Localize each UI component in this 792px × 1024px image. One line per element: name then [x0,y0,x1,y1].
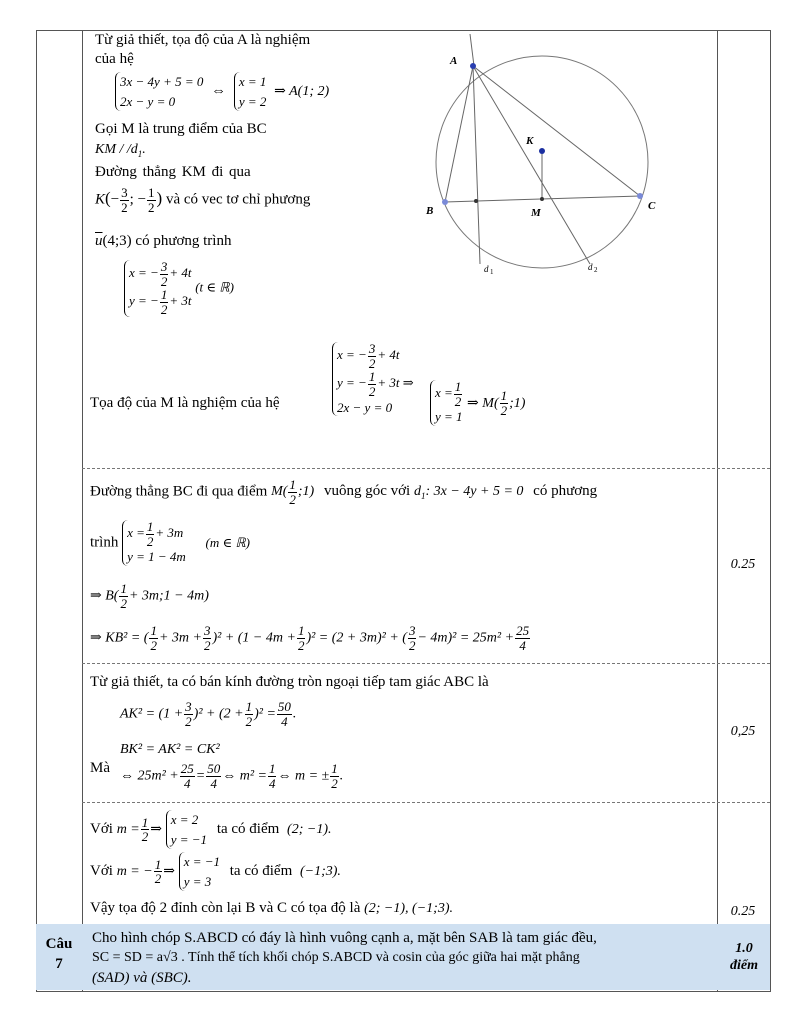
s2-kb-equation: ⇒ KB² = ( $\frac{1}{2}$ + 3m + $\frac{3}{2}$ )² + (1 − 4m + $\frac{1}{2}$ )² = (2 + 3m)² + ( $\frac{3}{2}$ − 4m)² = 25m² + $\frac{25}{4}$ [90,623,530,653]
s3-score: 0,25 [730,724,756,739]
label-K: K [526,135,534,147]
row-divider-1 [82,468,770,469]
table-border-top [36,30,771,31]
s4-case2: Với m = − $\frac{1}{2}$ ⇒ x = −1 y = 3 ta có điểm (−1;3). [90,852,341,891]
s1-line5: Đường thẳng KM đi qua [95,164,251,180]
s1-line3: Gọi M là trung điểm của BC [95,121,267,137]
point-B [442,199,448,205]
s4-conclusion: Vậy tọa độ 2 đỉnh còn lại B và C có tọa độ là (2; −1), (−1;3). [90,900,453,916]
label-A: A [450,55,458,67]
s4-score: 0.25 [730,904,756,919]
s1-param-eq: x = − $\frac{3}{2}$ + 4t y = − $\frac{1}{2}$ + 3t (t ∈ ℝ) [124,260,234,317]
row-divider-3 [82,802,770,803]
s1-line2: của hệ [95,51,134,67]
line-d1 [473,66,480,264]
s1-m-text: Tọa độ của M là nghiệm của hệ [90,395,280,411]
s4-case1: Với m = $\frac{1}{2}$ ⇒ x = 2 y = −1 ta có điểm (2; −1). [90,810,331,849]
s3-line1: Từ giả thiết, ta có bán kính đường tròn ngoại tiếp tam giác ABC là [90,674,489,690]
s2-line1: Đường thẳng BC đi qua điểm M( $\frac{1}{2}$ ;1) vuông góc với $d_1$: 3x − 4y + 5 = 0 có phương [90,477,598,507]
point-d1-intersection [474,199,478,203]
s2-b-point: ⇒ B( $\frac{1}{2}$ + 3m;1 − 4m) [90,581,209,611]
label-B: B [426,205,434,217]
geometry-figure [418,34,680,284]
s1-system: 3x − 4y + 5 = 0 2x − y = 0 ⇔ x = 1 y = 2 ⇒ A(1; 2) [115,72,329,111]
s3-ma: Mà [90,760,110,776]
table-border-left [36,30,37,992]
s1-u-vector: $\overline{u}(4;3)$ có phương trình [95,233,232,249]
table-border-bottom [36,991,771,992]
cau7-text: Cho hình chóp S.ABCD có đáy là hình vuông cạnh a, mặt bên SAB là tam giác đều, SC = SD = a√3 . Tính thể tích khối chóp S.ABCD và cosin của góc giữa hai mặt phẳng (SAD) và (SBC). [92,930,597,986]
cau7-points: 1.0 điểm [730,941,758,973]
s2-score: 0.25 [730,557,756,572]
s3-solve-equation: ⇔ 25m² + $\frac{25}{4}$ = $\frac{50}{4}$ ⇔ m² = $\frac{1}{4}$ ⇔ m = ± $\frac{1}{2}$ . [120,761,344,791]
point-C [637,193,643,199]
s1-line1: Từ giả thiết, tọa độ của A là nghiệm [95,32,311,48]
point-A [470,63,476,69]
s2-line2: trình x = $\frac{1}{2}$ + 3m y = 1 − 4m (m ∈ ℝ) [90,520,250,566]
cau7-label: Câu 7 [45,936,73,972]
table-border-col1 [82,30,83,992]
label-d1: d [484,264,489,274]
row-divider-2 [82,663,770,664]
label-d1-sub: 1 [490,268,494,276]
line-AB [445,66,473,202]
label-d2: d [588,262,593,272]
line-d2 [473,66,590,264]
table-border-col2 [717,30,718,992]
label-M: M [531,207,541,219]
s1-m-system: x = − $\frac{3}{2}$ + 4t y = − $\frac{1}{2}$ + 3t ⇒ 2x − y = 0 [332,342,414,416]
point-M [540,197,544,201]
table-border-right [770,30,771,992]
line-AA [470,34,474,66]
s3-ak-equation: AK² = (1 + $\frac{3}{2}$ )² + (2 + $\frac{1}{2}$ )² = $\frac{50}{4}$ . [120,699,297,729]
label-d2-sub: 2 [594,266,598,274]
s1-k-point: K(− $\frac{3}{2}$ ; − $\frac{1}{2}$ ) và có vec tơ chỉ phương [95,185,311,215]
point-K [539,148,545,154]
s1-line4: KM / $/d_1$. [95,142,146,159]
s3-bk-equation: BK² = AK² = CK² [120,742,220,757]
s1-m-result: x = $\frac{1}{2}$ y = 1 ⇒ M( $\frac{1}{2}$ ;1) [430,380,525,426]
label-C: C [648,200,656,212]
